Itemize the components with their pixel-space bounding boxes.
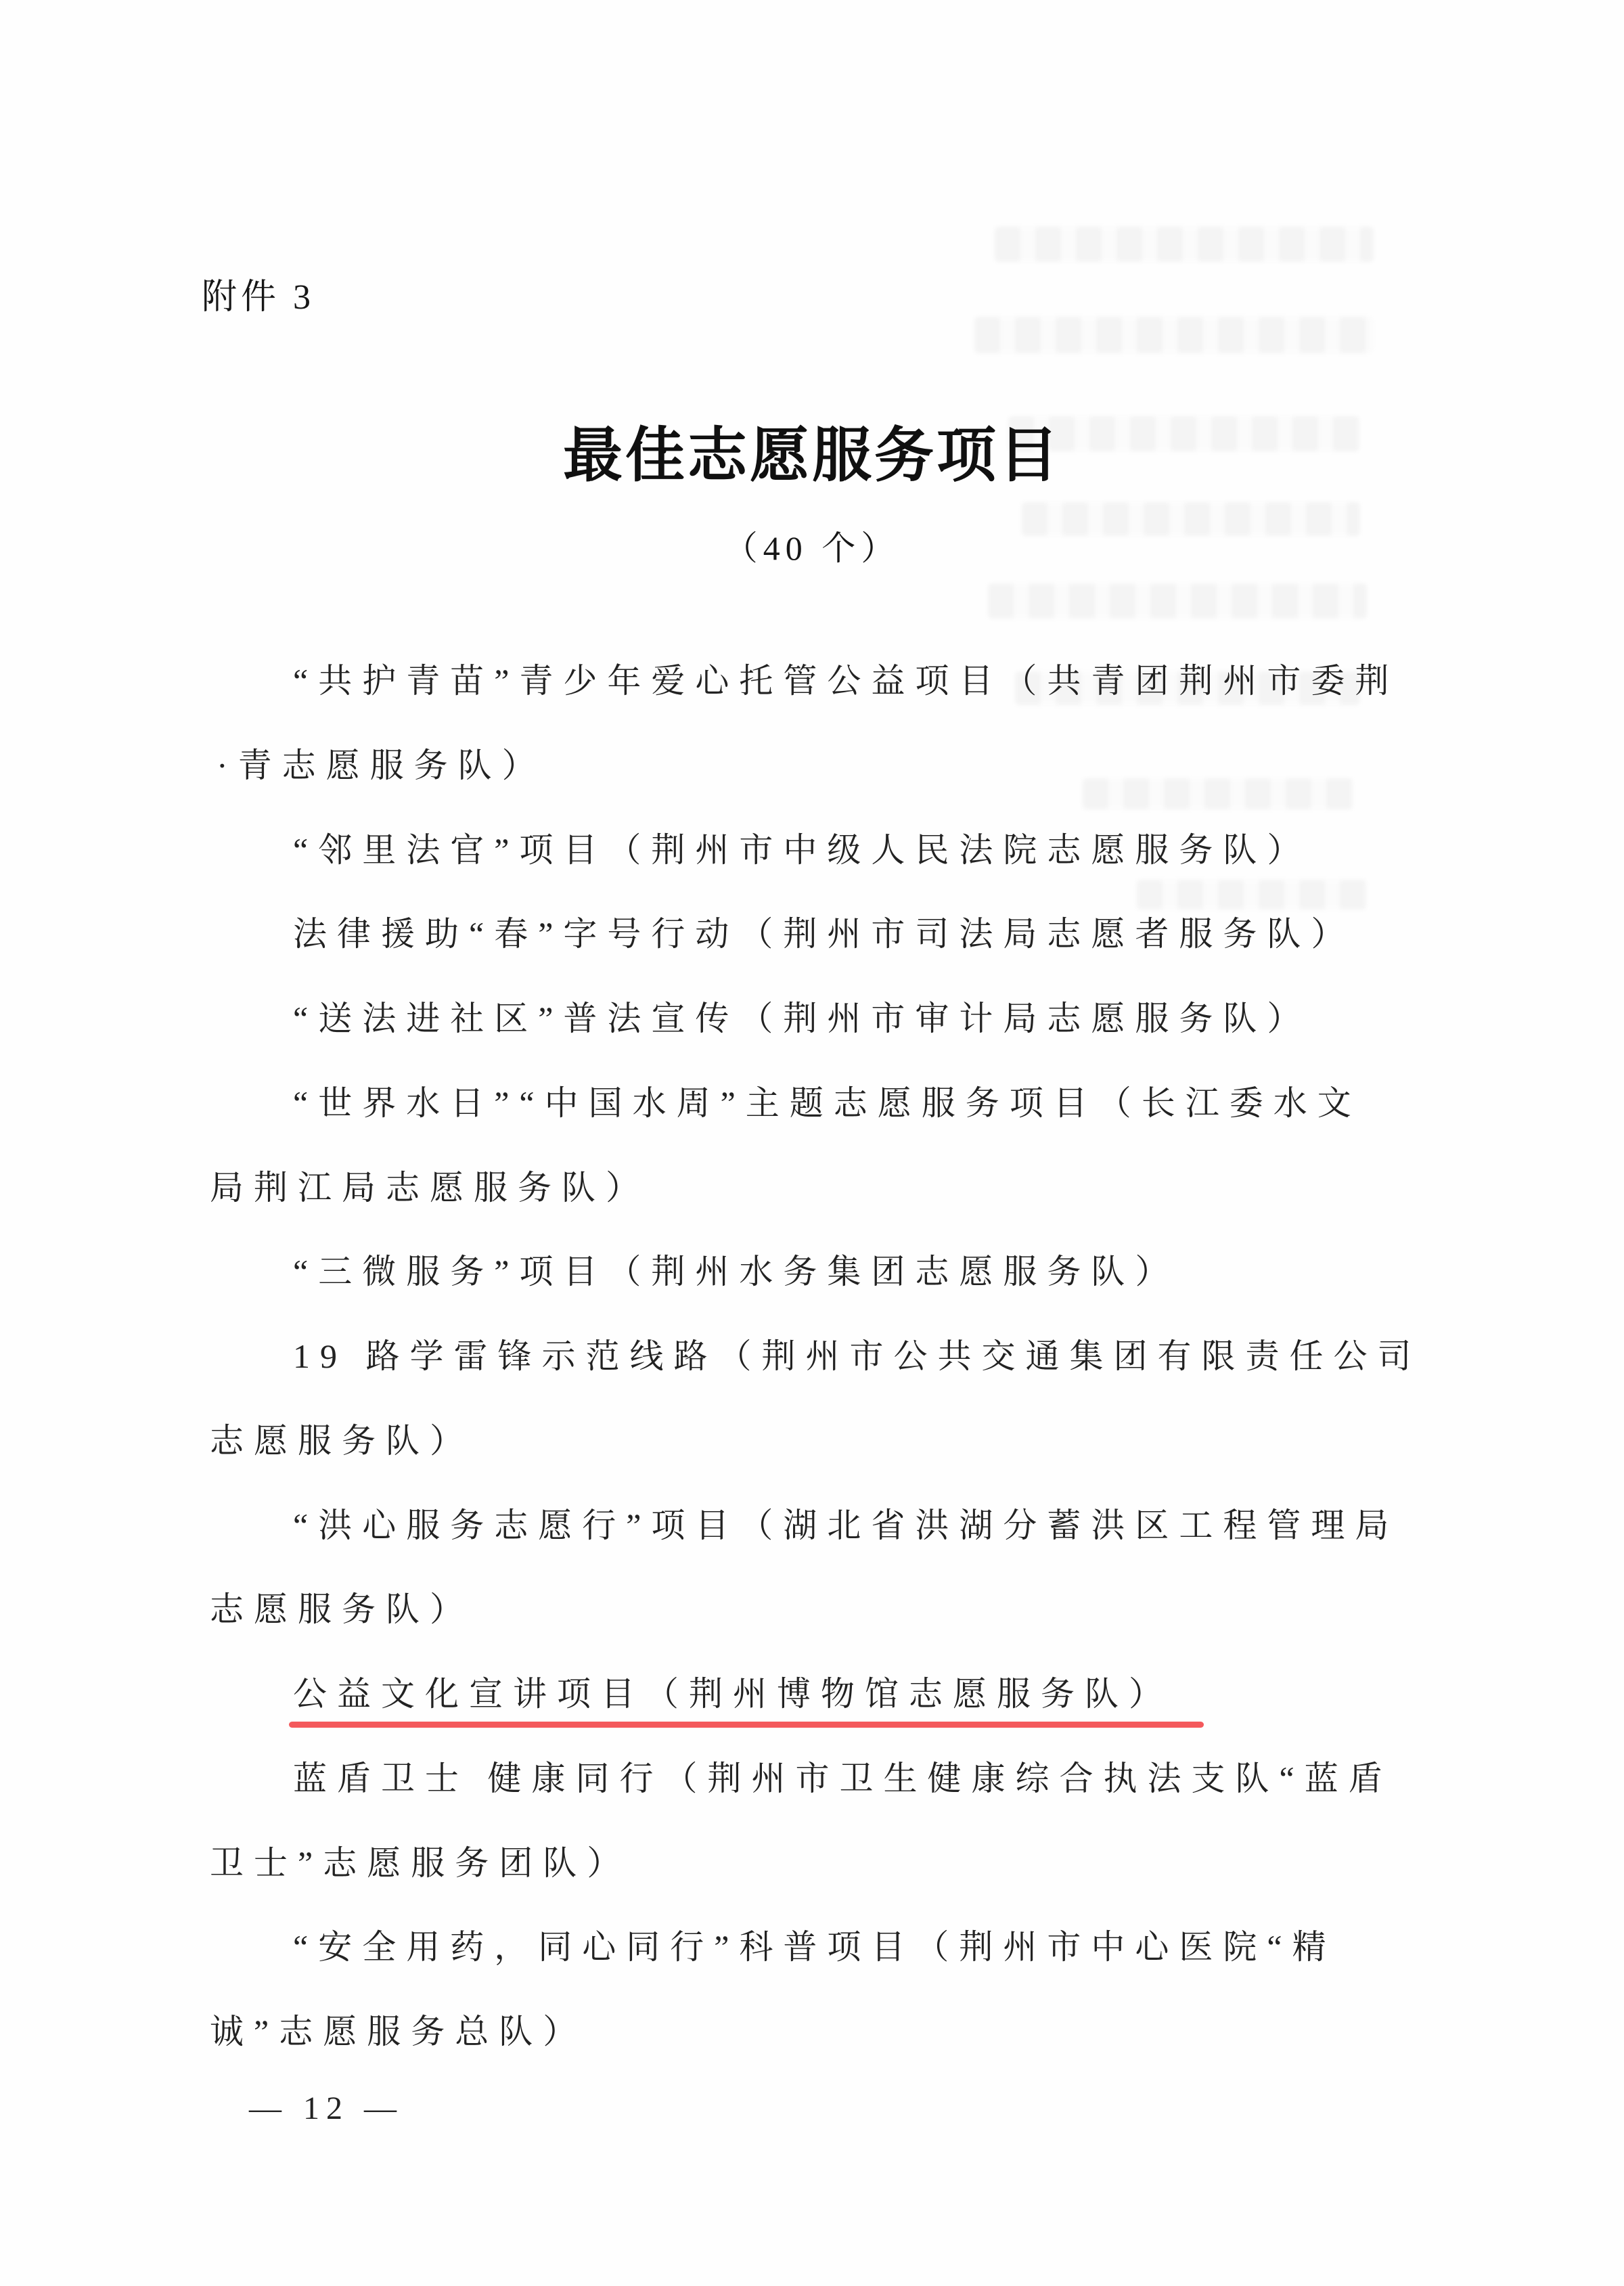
body-line: “世界水日”“中国水周”主题志愿服务项目（长江委水文 [293,1084,1361,1122]
scan-bleedthrough-artifact [995,227,1374,262]
body-line: 蓝盾卫士 健康同行（荆州市卫生健康综合执法支队“蓝盾 [293,1760,1393,1797]
page-subtitle: （40 个） [723,529,901,567]
body-line: 志愿服务队） [210,1422,474,1460]
page-title: 最佳志愿服务项目 [562,424,1061,489]
body-line: 法律援助“春”字号行动（荆州市司法局志愿者服务队） [293,915,1355,953]
body-line: 志愿服务队） [210,1590,474,1628]
body-line: 19 路学雷锋示范线路（荆州市公共交通集团有限责任公司 [293,1337,1422,1375]
scan-bleedthrough-artifact [988,583,1367,619]
body-line: “安全用药，同心同行”科普项目（荆州市中心医院“精 [293,1928,1336,1966]
body-line: “共护青苗”青少年爱心托管公益项目（共青团荆州市委荆 [293,662,1399,700]
body-line: “三微服务”项目（荆州水务集团志愿服务队） [293,1253,1179,1291]
red-underline [289,1722,1204,1728]
body-line: 卫士”志愿服务团队） [210,1844,631,1882]
attachment-label: 附件 3 [202,278,315,317]
scan-bleedthrough-artifact [1083,778,1353,809]
page-number: — 12 — [249,2090,403,2126]
body-line: 公益文化宣讲项目（荆州博物馆志愿服务队） [293,1673,1173,1715]
body-line: 诚”志愿服务总队） [210,2013,587,2050]
body-line: “邻里法官”项目（荆州市中级人民法院志愿服务队） [293,831,1311,869]
body-line: 局荆江局志愿服务队） [210,1169,650,1207]
scan-bleedthrough-artifact [1137,880,1367,910]
scan-bleedthrough-artifact [974,317,1374,353]
body-line: “洪心服务志愿行”项目（湖北省洪湖分蓄洪区工程管理局 [293,1506,1399,1544]
body-line: ·青志愿服务队） [217,746,546,784]
body-line: “送法进社区”普法宣传（荆州市审计局志愿服务队） [293,1000,1311,1037]
